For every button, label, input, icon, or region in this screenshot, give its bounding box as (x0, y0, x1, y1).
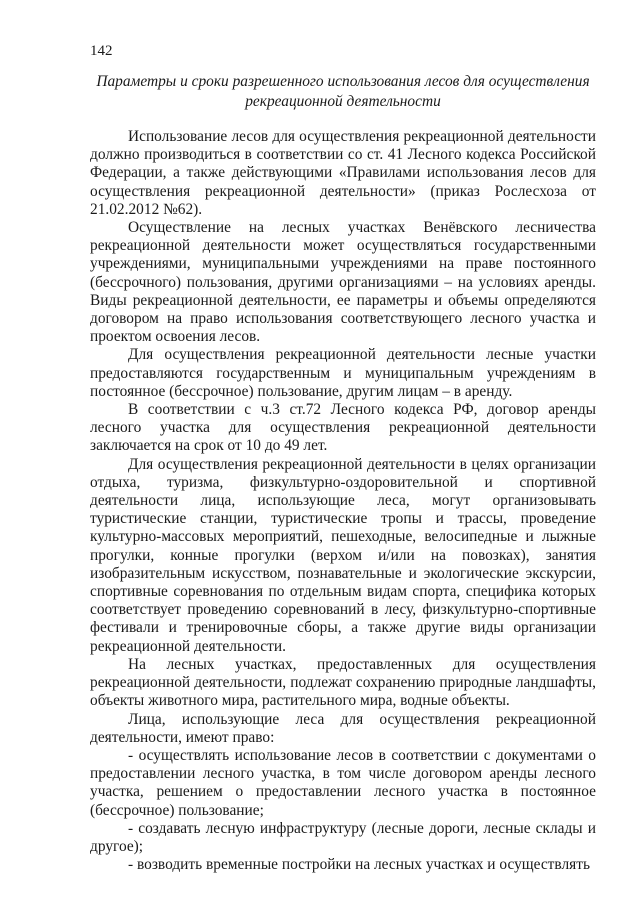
section-title: Параметры и сроки разрешенного использования лесов для осуществления рекреационной деятельности (96, 73, 590, 110)
body-text (90, 128, 596, 874)
paragraph: Для осуществления рекреационной деятельности в целях организации отдыха, туризма, физкультурно-оздоровительной и спортивной деятельности лица, использующие леса, могут организовывать туристические станции, туристические тропы и трассы, проведение культурно-массовых мероприятий, пешеходные, велосипедные и лыжные прогулки, конные прогулки (верхом и/или на повозках), занятия изобразительным искусством, познавательные и экологические экскурсии, спортивные соревнования по отдельным видам спорта, специфика которых соответствует проведению соревнований в лесу, физкультурно-спортивные фестивали и тренировочные сборы, а также другие виды организации рекреационной деятельности. (90, 455, 596, 655)
list-item: - создавать лесную инфраструктуру (лесные дороги, лесные склады и другое); (90, 819, 596, 855)
paragraph: Использование лесов для осуществления рекреационной деятельности должно производиться в соответствии со ст. 41 Лесного кодекса Российской Федерации, а также действующими «Правилами использования лесов для осуществления рекреационной деятельности» (приказ Рослесхоза от 21.02.2012 №62). (90, 128, 596, 218)
paragraph: На лесных участках, предоставленных для осуществления рекреационной деятельности, подлежат сохранению природные ландшафты, объекты животного мира, растительного мира, водные объекты. (90, 655, 596, 710)
paragraph: Лица, использующие леса для осуществления рекреационной деятельности, имеют право: (90, 710, 596, 746)
list-item: - возводить временные постройки на лесных участках и осуществлять (128, 856, 590, 874)
paragraph: Для осуществления рекреационной деятельности лесные участки предоставляются государственным и муниципальным учреждениям в постоянное (бессрочное) пользование, другим лицам – в аренду. (90, 346, 596, 400)
paragraph: В соответствии с ч.3 ст.72 Лесного кодекса РФ, договор аренды лесного участка для осуществления рекреационной деятельности заключается на срок от 10 до 49 лет. (90, 401, 596, 455)
paragraph: Осуществление на лесных участках Венёвского лесничества рекреационной деятельности может осуществляться государственными учреждениями, муниципальными учреждениями на праве постоянного (бессрочного) пользования, другими организациями – на условиях аренды. Виды рекреационной деятельности, ее параметры и объемы определяются договором на право использования соответствующего лесного участка и проектом освоения лесов. (90, 219, 596, 346)
page-number: 142 (90, 43, 113, 59)
list-item: - осуществлять использование лесов в соответствии с документами о предоставлении лесного участка, в том числе договором аренды лесного участка, решением о предоставлении лесного участка в постоянное (бессрочное) пользование; (90, 746, 596, 819)
